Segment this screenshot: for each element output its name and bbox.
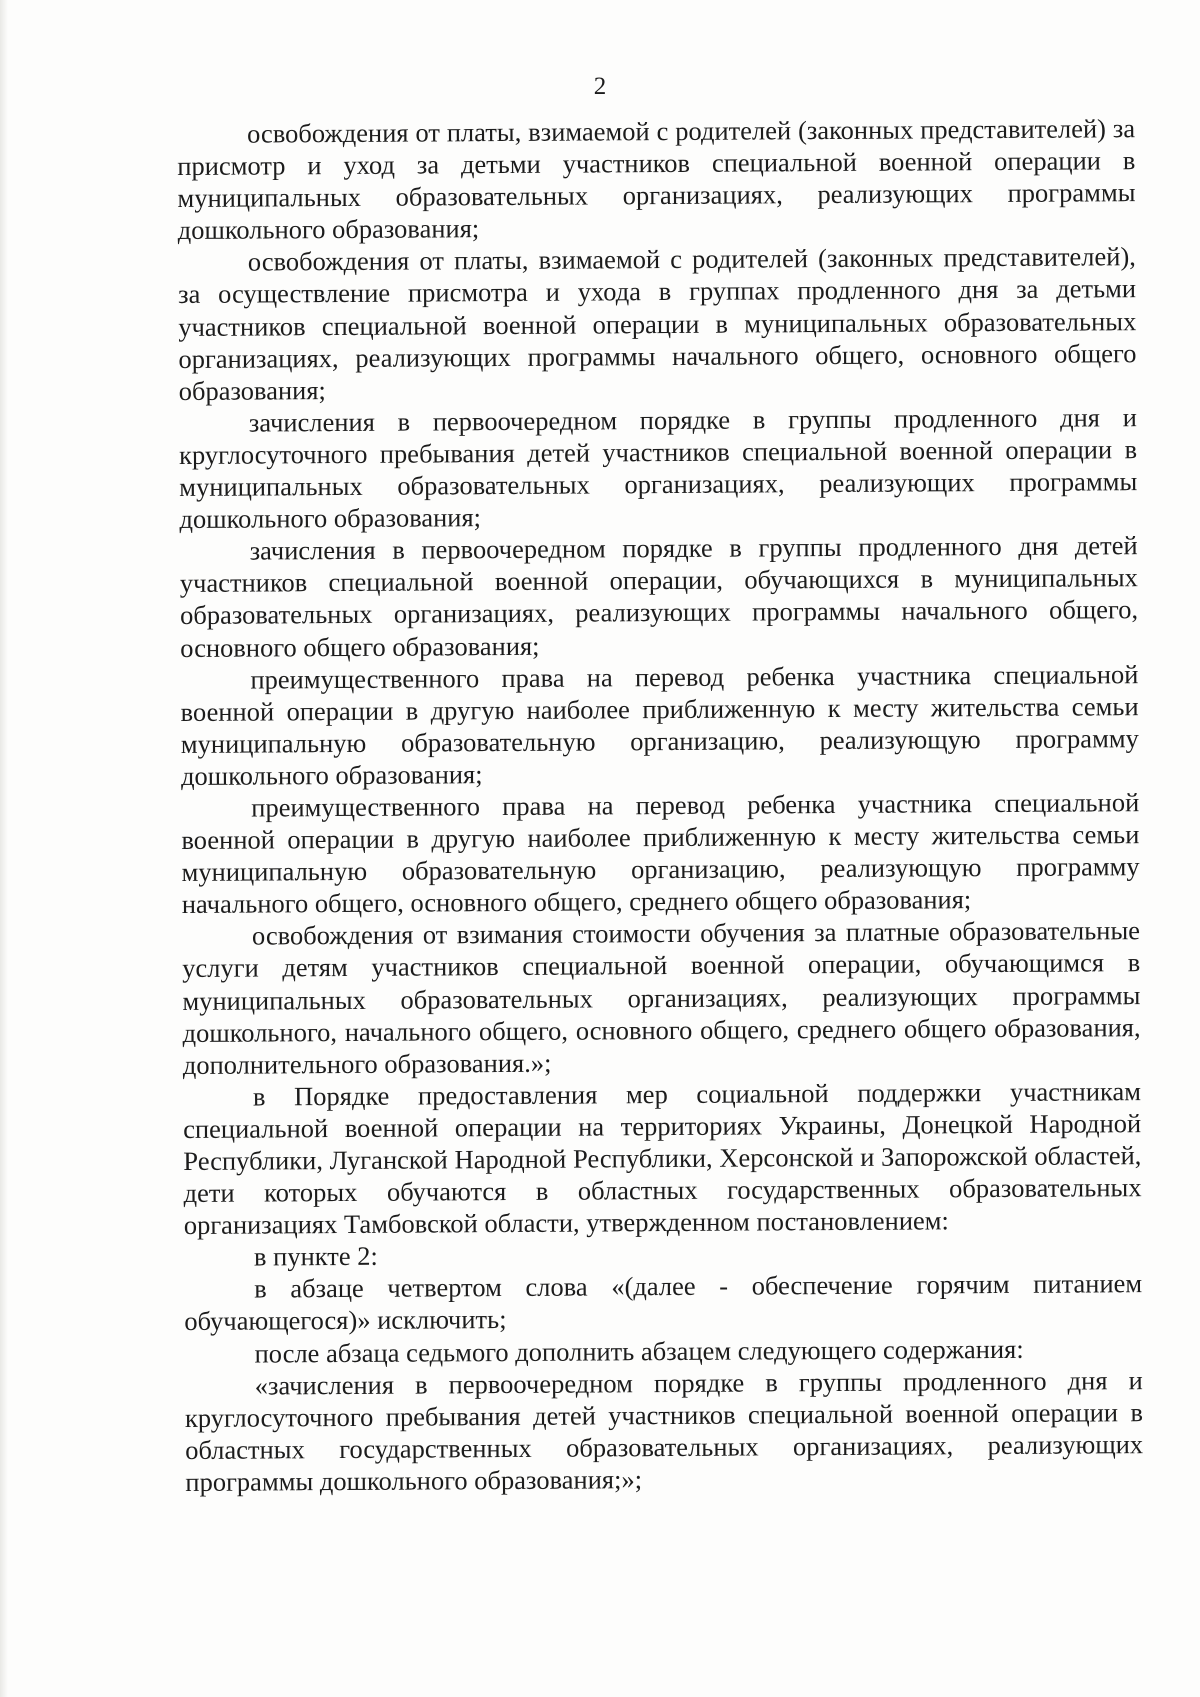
paragraph-3: зачисления в первоочередном порядке в группы продленного дня и круглосуточного пребывания детей участников специальной военной операции в муниципальных образовательных организациях, реализующих программы дошкольного образования; [178,401,1138,535]
scan-edge-shadow [0,0,8,1697]
paragraph-5: преимущественного права на перевод ребенка участника специальной военной операции в другую наиболее приближенную к месту жительства семьи муниципальную образовательную организацию, реализующую программу дошкольного образования; [180,658,1139,791]
paragraph-10: в абзаце четвертом слова «(далее - обеспечение горячим питанием обучающегося)» исключить; [184,1268,1143,1337]
paragraph-4: зачисления в первоочередном порядке в группы продленного дня детей участников специальной военной операции, обучающихся в муниципальных образовательных организациях, реализующих программы начального общего, основного общего образования; [179,530,1139,663]
paragraph-7: освобождения от взимания стоимости обучения за платные образовательные услуги детям участников специальной военной операции, обучающимся в муниципальных образовательных организациях, реализующих программы дошкольного, начального общего, основного общего, среднего общего образования, дополнительного образования.»; [182,915,1141,1080]
paragraph-1: освобождения от платы, взимаемой с родителей (законных представителей) за присмотр и уход за детьми участников специальной военной операции в муниципальных образовательных организациях, реализующих программы дошкольного образования; [177,113,1136,246]
paragraph-12: «зачисления в первоочередном порядке в группы продленного дня и круглосуточного пребывания детей участников специальной военной операции в областных государственных образовательных организациях, реализующих программы дошкольного образования;»; [184,1364,1144,1497]
paragraph-11: после абзаца седьмого дополнить абзацем следующего содержания: [254,1333,1024,1369]
paragraph-8: в Порядке предоставления мер социальной поддержки участникам специальной военной операции на территориях Украины, Донецкой Народной Республики, Луганской Народной Республики, Херсонской и Запорожской областей, дети которых обучаются в областных государственных образовательных организациях Тамбовской области, утвержденном постановлением: [183,1075,1142,1241]
paragraph-9: в пункте 2: [253,1241,378,1272]
page-number: 2 [593,73,607,100]
paragraph-2: освобождения от платы, взимаемой с родителей (законных представителей), за осуществление присмотра и ухода в группах продленного дня за детьми участников специальной военной операции в муниципальных образовательных организациях, реализующих программы начального общего, основного общего образования; [177,241,1137,406]
document-body [177,112,1143,1498]
paragraph-6: преимущественного права на перевод ребенка участника специальной военной операции в другую наиболее приближенную к месту жительства семьи муниципальную образовательную организацию, реализующую программу начального общего, основного общего, среднего общего образования; [181,787,1140,920]
